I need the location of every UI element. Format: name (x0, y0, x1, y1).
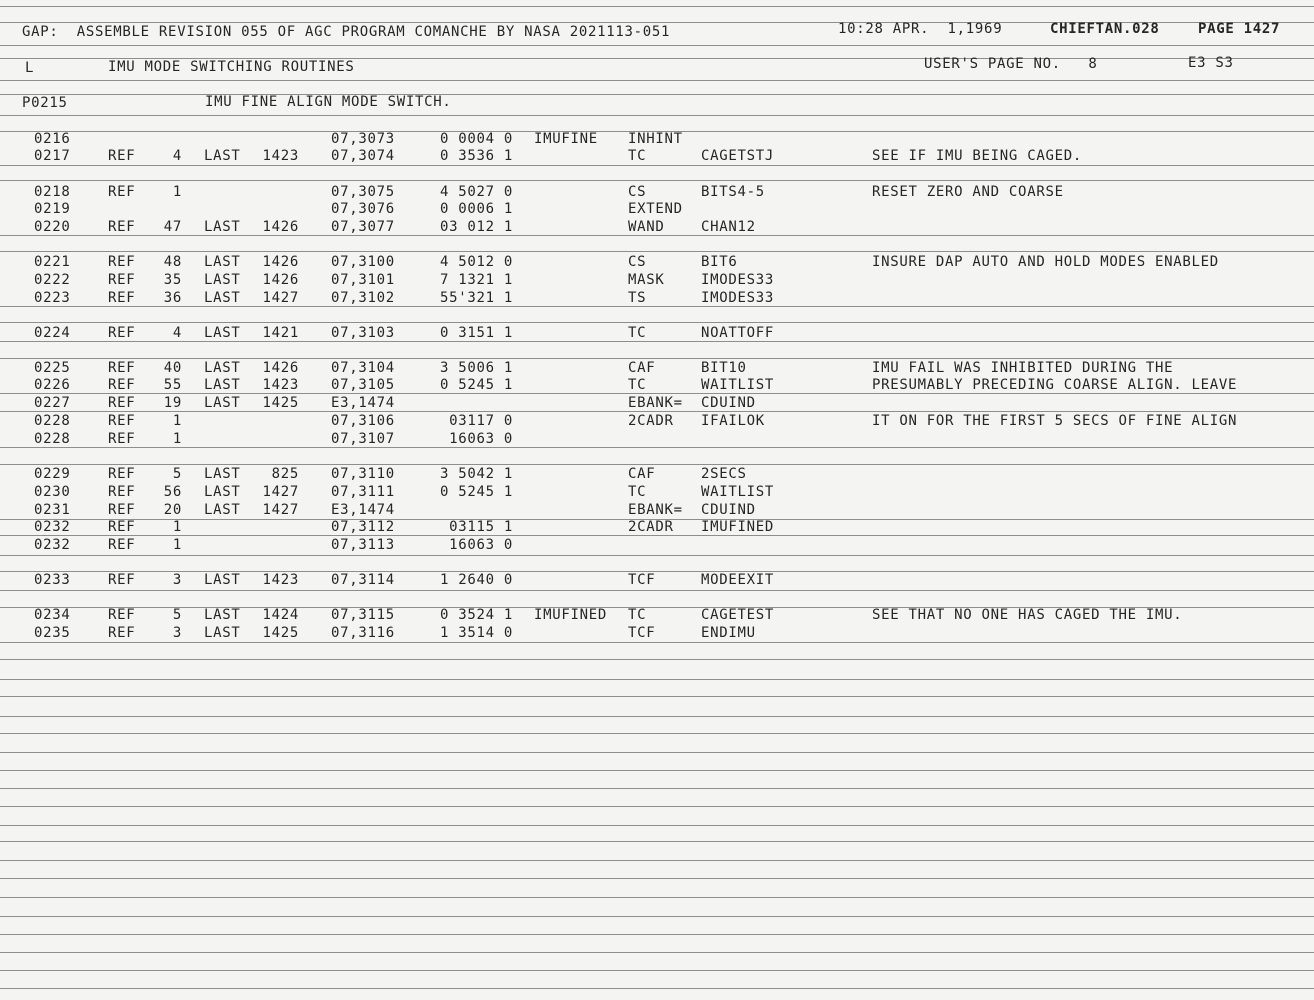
ruled-line (0, 934, 1314, 935)
ruled-line (0, 897, 1314, 898)
address: 07,3077 (331, 219, 395, 235)
last-page: 1427 (262, 290, 299, 306)
ruled-line (0, 696, 1314, 697)
ref-count: 1 (172, 519, 182, 535)
line-number: 0235 (34, 625, 71, 641)
opcode: INHINT (628, 131, 683, 147)
opcode: CS (628, 254, 647, 270)
opcode: TC (628, 607, 647, 623)
opcode: CS (628, 184, 647, 200)
address: 07,3101 (331, 272, 395, 288)
ref-label: REF (108, 519, 136, 535)
ref-label: REF (108, 184, 136, 200)
ref-count: 1 (172, 537, 182, 553)
address: 07,3103 (331, 325, 395, 341)
ref-count: 47 (163, 219, 182, 235)
last-page: 1425 (262, 625, 299, 641)
ref-count: 19 (163, 395, 182, 411)
last-label: LAST (204, 148, 241, 164)
line-number: 0217 (34, 148, 71, 164)
ref-count: 1 (172, 413, 182, 429)
address: 07,3104 (331, 360, 395, 376)
operand: BIT10 (701, 360, 747, 376)
last-label: LAST (204, 325, 241, 341)
ruled-line (0, 752, 1314, 753)
address: 07,3076 (331, 201, 395, 217)
last-label: LAST (204, 625, 241, 641)
comment: IT ON FOR THE FIRST 5 SECS OF FINE ALIGN (872, 413, 1238, 429)
operand: CDUIND (701, 395, 756, 411)
operand: IMODES33 (701, 290, 775, 306)
subheader-users-page: USER'S PAGE NO. 8 (924, 56, 1098, 72)
ref-count: 5 (172, 466, 182, 482)
line-number: 0232 (34, 519, 71, 535)
last-page: 1426 (262, 272, 299, 288)
address: 07,3112 (331, 519, 395, 535)
address: 07,3075 (331, 184, 395, 200)
ref-count: 48 (163, 254, 182, 270)
ref-label: REF (108, 502, 136, 518)
ref-label: REF (108, 572, 136, 588)
last-page: 1427 (262, 502, 299, 518)
ruled-line (0, 94, 1314, 95)
symbol-label: IMUFINE (534, 131, 598, 147)
ref-count: 56 (163, 484, 182, 500)
ruled-line (0, 806, 1314, 807)
ruled-line (0, 447, 1314, 448)
ref-count: 4 (172, 325, 182, 341)
ruled-line (0, 679, 1314, 680)
last-label: LAST (204, 290, 241, 306)
ruled-line (0, 716, 1314, 717)
last-page: 1424 (262, 607, 299, 623)
address: 07,3105 (331, 377, 395, 393)
ruled-line (0, 115, 1314, 116)
ref-label: REF (108, 360, 136, 376)
octal-word: 7 1321 1 (439, 272, 513, 288)
opcode: 2CADR (628, 413, 674, 429)
ref-count: 4 (172, 148, 182, 164)
ruled-line (0, 251, 1314, 252)
ruled-line (0, 45, 1314, 46)
header-file: CHIEFTAN.028 (1050, 21, 1160, 37)
octal-word: 0 0006 1 (439, 201, 513, 217)
comment: PRESUMABLY PRECEDING COARSE ALIGN. LEAVE (872, 377, 1238, 393)
opcode: MASK (628, 272, 665, 288)
last-label: LAST (204, 572, 241, 588)
address: 07,3113 (331, 537, 395, 553)
address: 07,3074 (331, 148, 395, 164)
octal-word: 0 0004 0 (439, 131, 513, 147)
operand: BIT6 (701, 254, 738, 270)
ref-count: 5 (172, 607, 182, 623)
last-label: LAST (204, 502, 241, 518)
comment: IMU FAIL WAS INHIBITED DURING THE (872, 360, 1174, 376)
ref-count: 1 (172, 431, 182, 447)
opcode: CAF (628, 466, 656, 482)
subheader-title: IMU MODE SWITCHING ROUTINES (108, 59, 355, 75)
octal-word: 03 012 1 (439, 219, 513, 235)
line-number: 0225 (34, 360, 71, 376)
ref-label: REF (108, 413, 136, 429)
octal-word: 3 5042 1 (439, 466, 513, 482)
ruled-line (0, 860, 1314, 861)
line-number: 0234 (34, 607, 71, 623)
line-number: 0220 (34, 219, 71, 235)
last-page: 825 (271, 466, 299, 482)
last-page: 1423 (262, 377, 299, 393)
operand: 2SECS (701, 466, 747, 482)
operand: WAITLIST (701, 377, 775, 393)
subheader-code: L (25, 60, 35, 76)
section-title: IMU FINE ALIGN MODE SWITCH. (205, 94, 452, 110)
operand: CAGETEST (701, 607, 775, 623)
ref-label: REF (108, 484, 136, 500)
ruled-line (0, 535, 1314, 536)
line-number: 0229 (34, 466, 71, 482)
comment: RESET ZERO AND COARSE (872, 184, 1064, 200)
symbol-label: IMUFINED (534, 607, 608, 623)
last-page: 1426 (262, 219, 299, 235)
operand: IMUFINED (701, 519, 775, 535)
ruled-line (0, 235, 1314, 236)
ref-count: 3 (172, 625, 182, 641)
line-number: 0228 (34, 413, 71, 429)
ref-label: REF (108, 607, 136, 623)
ref-label: REF (108, 625, 136, 641)
ref-label: REF (108, 148, 136, 164)
ruled-line (0, 825, 1314, 826)
ref-count: 20 (163, 502, 182, 518)
octal-word: 0 3151 1 (439, 325, 513, 341)
header-page: PAGE 1427 (1198, 21, 1281, 37)
address: 07,3110 (331, 466, 395, 482)
ref-count: 35 (163, 272, 182, 288)
ruled-line (0, 733, 1314, 734)
address: E3,1474 (331, 502, 395, 518)
octal-word: 03117 0 (449, 413, 513, 429)
opcode: EXTEND (628, 201, 683, 217)
last-label: LAST (204, 219, 241, 235)
ruled-line (0, 165, 1314, 166)
octal-word: 55'321 1 (439, 290, 513, 306)
line-number: 0219 (34, 201, 71, 217)
line-number: 0228 (34, 431, 71, 447)
last-page: 1421 (262, 325, 299, 341)
octal-word: 0 3524 1 (439, 607, 513, 623)
ruled-line (0, 590, 1314, 591)
ruled-line (0, 788, 1314, 789)
ref-label: REF (108, 395, 136, 411)
last-page: 1426 (262, 254, 299, 270)
ruled-line (0, 555, 1314, 556)
last-label: LAST (204, 377, 241, 393)
opcode: TC (628, 325, 647, 341)
ruled-line (0, 6, 1314, 7)
ref-label: REF (108, 377, 136, 393)
opcode: TC (628, 377, 647, 393)
ref-label: REF (108, 325, 136, 341)
ruled-line (0, 841, 1314, 842)
octal-word: 1 3514 0 (439, 625, 513, 641)
operand: IFAILOK (701, 413, 765, 429)
last-page: 1427 (262, 484, 299, 500)
octal-word: 0 5245 1 (439, 377, 513, 393)
line-number: 0222 (34, 272, 71, 288)
ref-label: REF (108, 272, 136, 288)
operand: IMODES33 (701, 272, 775, 288)
comment: INSURE DAP AUTO AND HOLD MODES ENABLED (872, 254, 1219, 270)
line-number: 0230 (34, 484, 71, 500)
ruled-line (0, 770, 1314, 771)
section-code: P0215 (22, 95, 68, 111)
ruled-line (0, 322, 1314, 323)
opcode: WAND (628, 219, 665, 235)
operand: WAITLIST (701, 484, 775, 500)
operand: MODEEXIT (701, 572, 775, 588)
last-label: LAST (204, 360, 241, 376)
ruled-line (0, 970, 1314, 971)
operand: CHAN12 (701, 219, 756, 235)
octal-word: 03115 1 (449, 519, 513, 535)
operand: ENDIMU (701, 625, 756, 641)
address: 07,3102 (331, 290, 395, 306)
address: 07,3116 (331, 625, 395, 641)
comment: SEE THAT NO ONE HAS CAGED THE IMU. (872, 607, 1183, 623)
ruled-line (0, 180, 1314, 181)
opcode: 2CADR (628, 519, 674, 535)
last-page: 1423 (262, 572, 299, 588)
address: 07,3111 (331, 484, 395, 500)
address: 07,3106 (331, 413, 395, 429)
octal-word: 1 2640 0 (439, 572, 513, 588)
last-label: LAST (204, 254, 241, 270)
octal-word: 16063 0 (449, 537, 513, 553)
octal-word: 4 5027 0 (439, 184, 513, 200)
last-label: LAST (204, 395, 241, 411)
line-number: 0227 (34, 395, 71, 411)
subheader-bank: E3 S3 (1188, 55, 1234, 71)
line-number: 0231 (34, 502, 71, 518)
address: 07,3115 (331, 607, 395, 623)
line-number: 0226 (34, 377, 71, 393)
ref-label: REF (108, 254, 136, 270)
address: 07,3107 (331, 431, 395, 447)
line-number: 0233 (34, 572, 71, 588)
opcode: TS (628, 290, 647, 306)
address: E3,1474 (331, 395, 395, 411)
last-label: LAST (204, 272, 241, 288)
ref-label: REF (108, 466, 136, 482)
last-page: 1423 (262, 148, 299, 164)
opcode: TC (628, 148, 647, 164)
operand: NOATTOFF (701, 325, 775, 341)
ref-label: REF (108, 219, 136, 235)
ruled-line (0, 306, 1314, 307)
octal-word: 0 3536 1 (439, 148, 513, 164)
address: 07,3114 (331, 572, 395, 588)
ruled-line (0, 642, 1314, 643)
operand: BITS4-5 (701, 184, 765, 200)
last-label: LAST (204, 607, 241, 623)
last-label: LAST (204, 466, 241, 482)
opcode: TC (628, 484, 647, 500)
ruled-line (0, 411, 1314, 412)
octal-word: 3 5006 1 (439, 360, 513, 376)
line-number: 0232 (34, 537, 71, 553)
ruled-line (0, 916, 1314, 917)
octal-word: 0 5245 1 (439, 484, 513, 500)
operand: CDUIND (701, 502, 756, 518)
ref-count: 36 (163, 290, 182, 306)
ref-count: 3 (172, 572, 182, 588)
ruled-line (0, 878, 1314, 879)
ruled-line (0, 341, 1314, 342)
operand: CAGETSTJ (701, 148, 775, 164)
octal-word: 4 5012 0 (439, 254, 513, 270)
last-page: 1426 (262, 360, 299, 376)
opcode: CAF (628, 360, 656, 376)
opcode: TCF (628, 572, 656, 588)
ruled-line (0, 464, 1314, 465)
header-date: 10:28 APR. 1,1969 (838, 21, 1003, 37)
header-title: GAP: ASSEMBLE REVISION 055 OF AGC PROGRAM COMANCHE BY NASA 2021113-051 (22, 24, 671, 40)
line-number: 0223 (34, 290, 71, 306)
line-number: 0221 (34, 254, 71, 270)
address: 07,3100 (331, 254, 395, 270)
ref-count: 55 (163, 377, 182, 393)
ruled-line (0, 988, 1314, 989)
comment: SEE IF IMU BEING CAGED. (872, 148, 1082, 164)
octal-word: 16063 0 (449, 431, 513, 447)
ruled-line (0, 358, 1314, 359)
opcode: TCF (628, 625, 656, 641)
ref-count: 40 (163, 360, 182, 376)
address: 07,3073 (331, 131, 395, 147)
ruled-line (0, 571, 1314, 572)
ruled-line (0, 393, 1314, 394)
ruled-line (0, 952, 1314, 953)
last-label: LAST (204, 484, 241, 500)
ref-label: REF (108, 290, 136, 306)
ref-count: 1 (172, 184, 182, 200)
opcode: EBANK= (628, 502, 683, 518)
line-number: 0224 (34, 325, 71, 341)
ref-label: REF (108, 431, 136, 447)
ruled-line (0, 80, 1314, 81)
opcode: EBANK= (628, 395, 683, 411)
line-number: 0218 (34, 184, 71, 200)
last-page: 1425 (262, 395, 299, 411)
line-number: 0216 (34, 131, 71, 147)
ref-label: REF (108, 537, 136, 553)
ruled-line (0, 659, 1314, 660)
